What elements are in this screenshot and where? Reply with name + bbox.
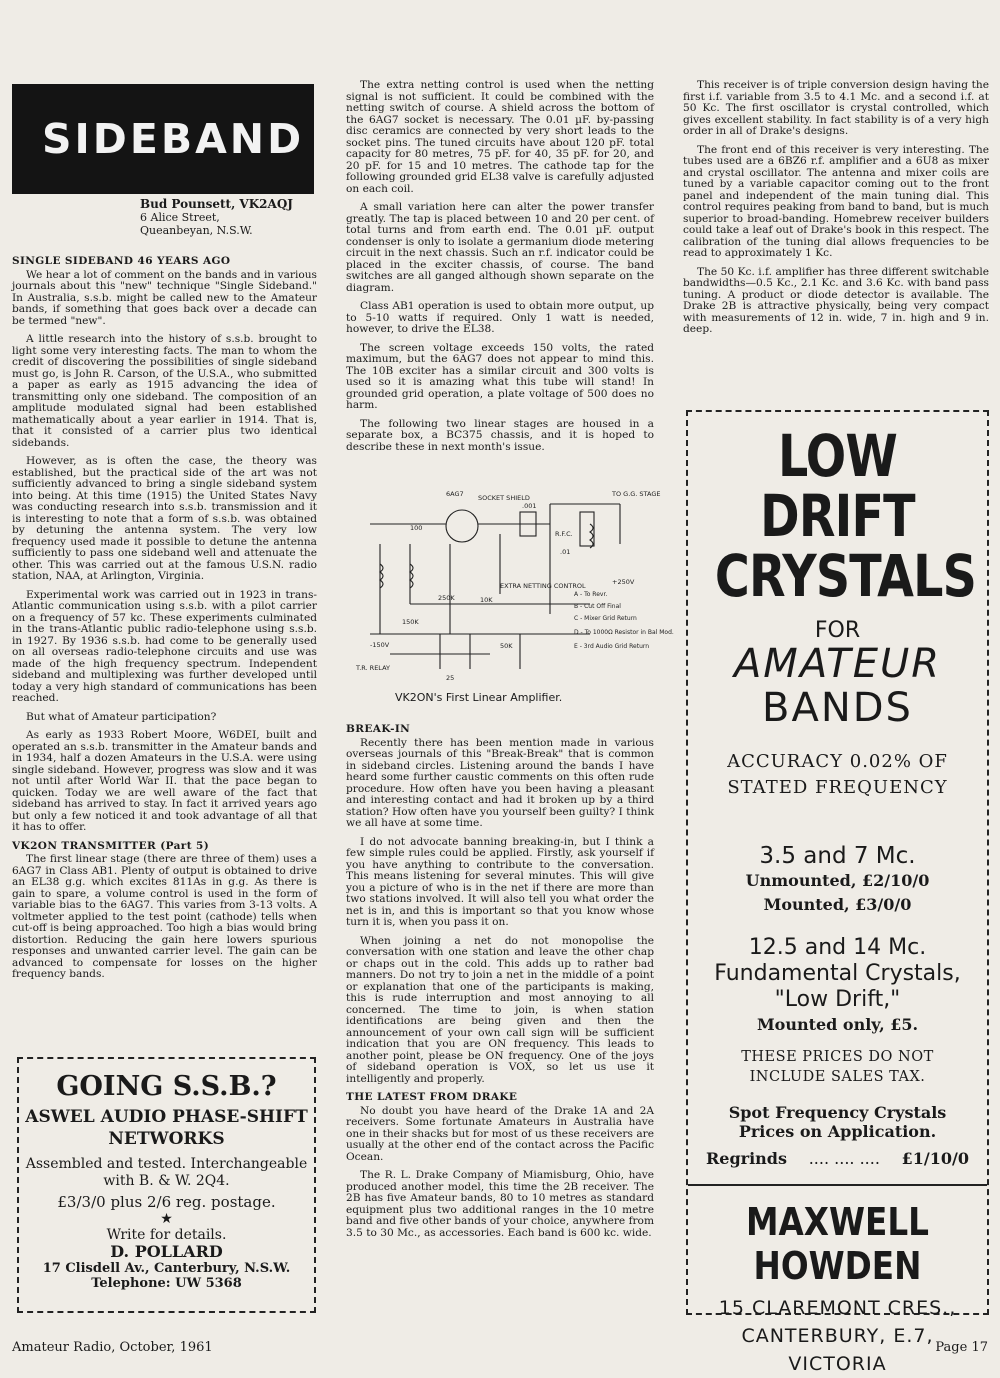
ad-title: GOING S.S.B.? (56, 1071, 277, 1102)
ad2-spot-1: Spot Frequency Crystals (728, 1103, 947, 1122)
diagram-label: 250K (438, 594, 455, 602)
section-header (12, 84, 314, 194)
divider (688, 1184, 987, 1186)
ad2-regrinds-label: Regrinds (706, 1149, 787, 1168)
ad2-accuracy-2: STATED FREQUENCY (727, 777, 948, 798)
diagram-label: -150V (370, 641, 390, 649)
diagram-label: E - 3rd Audio Grid Return (574, 643, 650, 650)
paragraph: This receiver is of triple conversion design having the first i.f. variable from 3.5 to 4.1 Mc. and a second i.f. at 50 Kc. The first oscillator is crystal controlled, which gives excellent stability. In fact stability is of a very high order in all of Drake's designs. (683, 79, 989, 137)
ad-going-ssb (17, 1057, 316, 1313)
paragraph: No doubt you have heard of the Drake 1A and 2A receivers. Some fortunate Amateurs in Australia have one in their shacks but for most of us these receivers are usually at the other end of the contact across the Pacific Ocean. (346, 1104, 654, 1163)
diagram-label: T.R. RELAY (356, 664, 390, 672)
paragraph: The first linear stage (there are three of them) uses a 6AG7 in Class AB1. Plenty of output is obtained to drive an EL38 g.g. which excites 811As in g.g. As there is gain to spare, a volume control is used in the form of variable bias to the 6AG7. This varies from 3-13 volts. A voltmeter applied to the test point (cathode) tells when cut-off is being approached. Too high a bias would bring distortion. Reducing the gain here lowers spurious responses and unwanted carrier level. The gain can be advanced to compensate for losses on the higher frequency bands. (12, 853, 317, 980)
paragraph: A little research into the history of s.s.b. brought to light some very interesting facts. The man to whom the credit of discovering the possibilities of single sideband must go, is John R. Carson, of the U.S.A., who submitted a paper as early as 1915 advancing the idea of transmitting only one sideband. The composition of an amplitude modulated signal had been established mathematically about a year earlier in 1914. That is, that it consisted of a carrier plus two identical sidebands. (12, 333, 317, 449)
heading-break-in: BREAK-IN (346, 723, 411, 735)
ad2-fundamental: Fundamental Crystals, (714, 961, 961, 986)
paragraph: I do not advocate banning breaking-in, but I think a few simple rules could be applied. Firstly, ask yourself if you have anything to contribute to the conversation. This means listening for several minutes. This will give you a picture of who is in the net if there are more than two stations involved. It will also tell you what order the net is in, and this is important so that you know whose turn it is, when you pass it on. (346, 835, 654, 928)
diagram-label: SOCKET SHIELD (478, 494, 530, 502)
author-town: Queanbeyan, N.S.W. (140, 224, 253, 237)
paragraph: But what of Amateur participation? (26, 710, 217, 723)
paragraph: The screen voltage exceeds 150 volts, the rated maximum, but the 6AG7 does not appear to mind this. The 10B exciter has a similar circuit and 300 volts is used so it is amazing what this tube will stand! In grounded grid operation, a plate voltage of 500 does no harm. (346, 341, 654, 411)
diagram-label: 25 (446, 674, 455, 682)
footer-publication: Amateur Radio, October, 1961 (12, 1340, 213, 1355)
column-1 (12, 250, 317, 988)
column-2-lower (346, 718, 654, 1246)
author-block (140, 198, 293, 237)
ad2-spot-2: Prices on Application. (738, 1122, 937, 1141)
heading-vk2on-transmitter: VK2ON TRANSMITTER (Part 5) (12, 839, 210, 852)
ad2-line-2: CRYSTALS (714, 542, 977, 610)
ad2-dots: .... .... .... (808, 1149, 880, 1168)
ad2-regrinds-price: £1/10/0 (901, 1149, 969, 1168)
ad2-for: FOR (814, 618, 861, 643)
paragraph: The extra netting control is used when the netting signal is not sufficient. It could be combined with the netting switch of course. A shield across the bottom of the 6AG7 socket is necessary. The 0.01 µF. by-passing disc ceramics are connected by very short leads to the socket pins. The tuned circuits have about 120 pF. total capacity for 80 metres, 75 pF. for 40, 35 pF. for 20, and 20 pF. for 15 and 10 metres. The cathode tap for the following grounded grid EL38 valve is carefully adjusted on each coil. (346, 79, 654, 195)
ad2-company: MAXWELL HOWDEN (745, 1200, 930, 1288)
ad-subtitle: ASWEL AUDIO PHASE-SHIFT NETWORKS (25, 1107, 308, 1149)
diagram-label: +250V (612, 578, 635, 586)
column-3 (683, 80, 989, 343)
ad2-bands: BANDS (762, 685, 913, 731)
paragraph: A small variation here can alter the power transfer greatly. The tap is placed between 10 and 20 per cent. of total turns and from earth end. The 0.01 µF. output condenser is only to isolate a germanium diode metering circuit in the next chassis. Such an r.f. indicator could be placed in the exciter chassis, of course. The band switches are all ganged although shown separate on the diagram. (346, 201, 654, 294)
heading-ssb-history: SINGLE SIDEBAND 46 YEARS AGO (12, 255, 231, 267)
paragraph: The 50 Kc. i.f. amplifier has three different switchable bandwidths—0.5 Kc., 2.1 Kc. and 3.6 Kc. with band pass tuning. A product or diode detector is available. The Drake 2B is attractive physically, being very compact with measurements of 12 in. wide, 7 in. high and 9 in. deep. (683, 265, 989, 335)
ad2-unmounted-price: Unmounted, £2/10/0 (745, 871, 930, 890)
diagram-label: 10K (480, 596, 493, 604)
ad2-tax-2: INCLUDE SALES TAX. (749, 1069, 926, 1085)
paragraph: Class AB1 operation is used to obtain more output, up to 5-10 watts if required. Only 1 watt is needed, however, to drive the EL38. (346, 300, 654, 335)
figure-caption: VK2ON's First Linear Amplifier. (395, 691, 563, 704)
ad2-tax-1: THESE PRICES DO NOT (741, 1049, 934, 1065)
diagram-label: C - Mixer Grid Return (574, 615, 637, 622)
paragraph: We hear a lot of comment on the bands and in various journals about this "new" technique "Single Sideband." In Australia, s.s.b. might be called new to the Amateur bands, if something that goes back over a decade can be termed "new". (12, 268, 317, 327)
diagram-label: A - To Revr. (574, 591, 608, 598)
diagram-label: 100 (410, 524, 423, 532)
paragraph: Experimental work was carried out in 1923 in trans-Atlantic communication using s.s.b. with a pilot carrier on a frequency of 57 kc. These experiments culminated in the trans-Atlantic public radio-telephone using s.s.b. in 1927. By 1936 s.s.b. had come to be generally used on all overseas radio-telephone circuits and use was made of the high frequency spectrum. Independent sideband and multiplexing was further developed until today a very high standard of communications has been reached. (12, 588, 317, 704)
diagram-label: D - To 1000Ω Resistor in Bal Mod. (574, 629, 674, 636)
section-title: SIDEBAND (42, 115, 305, 163)
ad2-mc-2: 12.5 and 14 Mc. (748, 935, 927, 960)
diagram-label: .01 (560, 548, 571, 556)
ad2-address-1: 15 CLAREMONT CRES., (718, 1297, 957, 1319)
author-name: Bud Pounsett, VK2AQJ (140, 197, 293, 211)
diagram-label: EXTRA NETTING CONTROL (500, 582, 586, 590)
star-icon: ★ (160, 1211, 173, 1227)
paragraph: The R. L. Drake Company of Miamisburg, Ohio, have produced another model, this time the 2B receiver. The 2B has five Amateur bands, 80 to 10 metres as standard equipment plus two additional ranges in the 10 metre band and five other bands of your choice, anywhere from 3.5 to 30 Mc., as accessories. Each band is 600 kc. wide. (346, 1169, 654, 1239)
ad-phone: Telephone: UW 5368 (91, 1276, 242, 1291)
circuit-diagram (350, 484, 674, 684)
paragraph: When joining a net do not monopolise the conversation with one station and leave the other chap or chaps out in the cold. This adds up to rather bad manners. Do not try to join a net in the middle of a point or explanation that one of the participants is making, this is rude interruption and most annoying to all concerned. The time to join, is when station identifications are being given and then the announcement of your own call sign will be sufficient indication that you are ON frequency. This leads to another point, please be ON frequency. One of the joys of sideband operation is VOX, so let us use it intelligently and properly. (346, 934, 654, 1085)
ad2-address-3: VICTORIA (788, 1353, 887, 1375)
ad2-accuracy-1: ACCURACY 0.02% OF (727, 751, 948, 772)
column-2 (346, 80, 654, 460)
ad2-mounted-only: Mounted only, £5. (756, 1015, 919, 1034)
diagram-label: B - Cut Off Final (574, 603, 621, 610)
author-street: 6 Alice Street, (140, 211, 220, 224)
ad2-line-1: LOW DRIFT (760, 422, 915, 550)
footer-page-number: Page 17 (935, 1340, 988, 1355)
ad2-amateur: AMATEUR (733, 641, 942, 687)
ad-price: £3/3/0 plus 2/6 reg. postage. (57, 1193, 276, 1211)
paragraph: As early as 1933 Robert Moore, W6DEI, built and operated an s.s.b. transmitter in the Amateur bands and in 1934, half a dozen Amateurs in the U.S.A. were using single sideband. However, progress was slow and it was not until after World War II. that the pace began to quicken. Today we are well aware of the fact that sideband has arrived to stay. In fact it arrived years ago but only a few noticed it and took advantage of all that it has to offer. (12, 729, 317, 833)
heading-latest-from-drake: THE LATEST FROM DRAKE (346, 1091, 518, 1103)
paragraph: The following two linear stages are housed in a separate box, a BC375 chassis, and it is hoped to describe these in next month's issue. (346, 417, 654, 453)
ad-write: Write for details. (106, 1227, 227, 1243)
ad2-mounted-price: Mounted, £3/0/0 (763, 895, 912, 914)
ad2-mc-1: 3.5 and 7 Mc. (759, 843, 916, 869)
diagram-label: 150K (402, 618, 419, 626)
ad-address: 17 Clisdell Av., Canterbury, N.S.W. (42, 1261, 291, 1276)
diagram-label: R.F.C. (555, 530, 573, 538)
ad2-address-2: CANTERBURY, E.7, (741, 1325, 934, 1347)
ad-name: D. POLLARD (110, 1242, 223, 1261)
ad2-regrinds-row (688, 1149, 987, 1168)
diagram-label: 6AG7 (446, 490, 464, 498)
diagram-label: 50K (500, 642, 513, 650)
ad-description: Assembled and tested. Interchangeable with B. & W. 2Q4. (25, 1156, 308, 1189)
ad2-low-drift: "Low Drift," (774, 987, 901, 1012)
diagram-label: TO G.G. STAGE (612, 490, 661, 498)
diagram-label: .001 (522, 502, 537, 510)
paragraph: Recently there has been mention made in various overseas journals of this "Break-Break" that is common in sideband circles. Listening around the bands I have heard some further caustic comments on this often rude procedure. How often have you been having a pleasant and interesting contact and had it broken up by a third station? How often have you yourself been guilty? I think we all have at some time. (346, 736, 654, 829)
paragraph: The front end of this receiver is very interesting. The tubes used are a 6BZ6 r.f. amplifier and a 6U8 as mixer and crystal oscillator. The antenna and mixer coils are tuned by a variable capacitor coming out to the front panel and independent of the main tuning dial. This control requires peaking from band to band, but is much superior to broad-banding. Homebrew receiver builders could take a leaf out of Drake's book in this respect. The calibration of the tuning dial allows frequencies to be read to approximately 1 Kc. (683, 143, 989, 259)
paragraph: However, as is often the case, the theory was established, but the practical side of the art was not sufficiently advanced to bring a single sideband system into being. At this time (1915) the United States Navy was conducting research into s.s.b. transmission and it is interesting to note that a form of s.s.b. was obtained by detuning the antenna system. The very low frequency used made it possible to detune the antenna sufficiently to pass one sideband well and attenuate the other. This was carried out at the famous U.S.N. radio station, NAA, at Arlington, Virginia. (12, 455, 317, 582)
